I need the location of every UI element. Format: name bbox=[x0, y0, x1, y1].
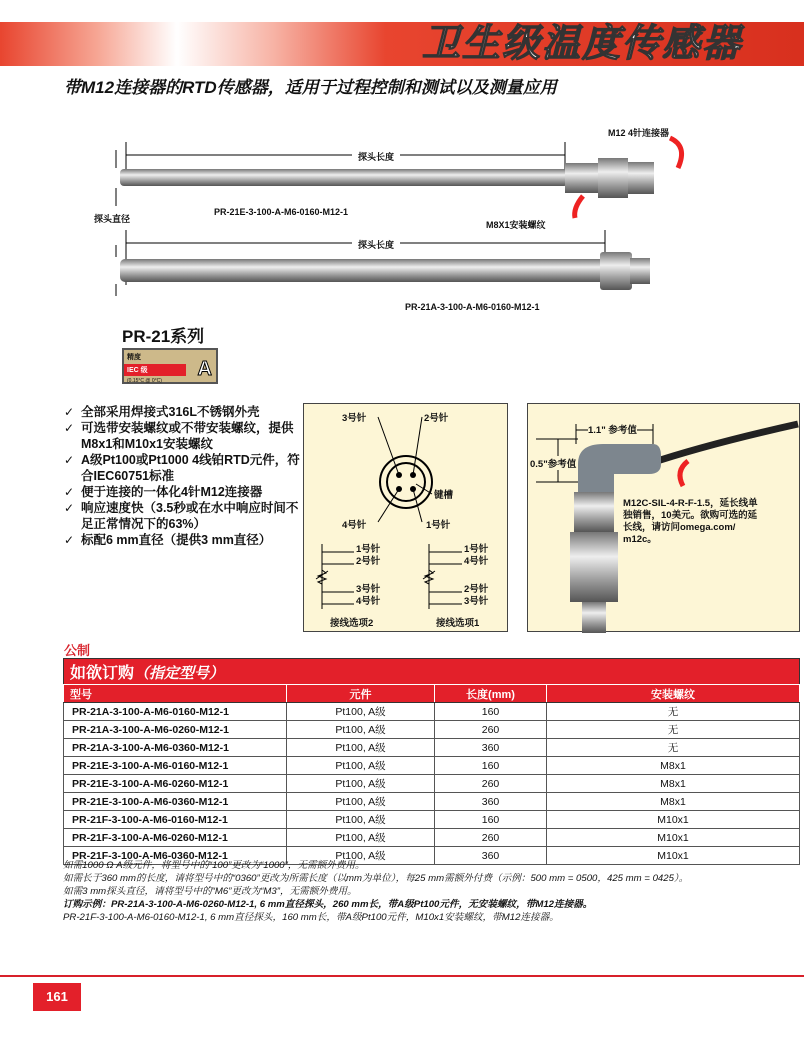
table-cell: 160 bbox=[435, 811, 547, 829]
table-cell: Pt100, A级 bbox=[287, 703, 435, 721]
column-header: 元件 bbox=[287, 685, 435, 703]
column-header: 型号 bbox=[64, 685, 287, 703]
table-title: 如欲订购（指定型号） bbox=[64, 659, 800, 685]
table-cell: PR-21F-3-100-A-M6-0360-M12-1 bbox=[64, 847, 287, 865]
badge-line3: (0.15°C @ 0°C) bbox=[127, 378, 162, 384]
feature-item: ✓ 标配6 mm直径（提供3 mm直径） bbox=[64, 532, 304, 548]
series-title: PR-21系列 bbox=[122, 327, 205, 346]
page-number: 161 bbox=[33, 983, 81, 1011]
table-cell: 无 bbox=[547, 739, 800, 757]
opt2-pin: 1号针 bbox=[356, 544, 381, 555]
table-cell: M10x1 bbox=[547, 811, 800, 829]
table-cell: 无 bbox=[547, 721, 800, 739]
table-cell: Pt100, A级 bbox=[287, 811, 435, 829]
table-header-row bbox=[64, 685, 800, 703]
table-cell: 360 bbox=[435, 739, 547, 757]
table-cell: Pt100, A级 bbox=[287, 739, 435, 757]
ordering-notes bbox=[63, 859, 803, 924]
table-row bbox=[64, 739, 800, 757]
table-row bbox=[64, 829, 800, 847]
wiring-diagram bbox=[303, 403, 508, 632]
subtitle: 带M12连接器的RTD传感器，适用于过程控制和测试以及测量应用 bbox=[64, 78, 557, 97]
table-cell: PR-21E-3-100-A-M6-0260-M12-1 bbox=[64, 775, 287, 793]
table-row bbox=[64, 775, 800, 793]
thread-label: M8X1安装螺纹 bbox=[486, 220, 546, 230]
table-cell: M8x1 bbox=[547, 793, 800, 811]
table-row bbox=[64, 703, 800, 721]
wiring-option1-label: 接线选项1 bbox=[436, 618, 480, 629]
probe1-length-label: 探头长度 bbox=[352, 150, 400, 163]
probe1-model: PR-21E-3-100-A-M6-0160-M12-1 bbox=[214, 207, 349, 217]
table-cell: Pt100, A级 bbox=[287, 721, 435, 739]
arrow-icon bbox=[680, 461, 688, 486]
arrow-icon bbox=[575, 196, 583, 218]
page-title: 卫生级温度传感器 bbox=[421, 23, 742, 65]
opt1-pin: 1号针 bbox=[464, 544, 489, 555]
table-cell: 无 bbox=[547, 703, 800, 721]
cable-caption: M12C-SIL-4-R-F-1.5，延长线单独销售，10美元。欲购可选的延长线，请访问omega.com/ m12c。 bbox=[623, 498, 758, 545]
probe2-length-label: 探头长度 bbox=[352, 238, 400, 251]
table-row bbox=[64, 757, 800, 775]
ordering-example: 订购示例：PR-21A-3-100-A-M6-0260-M12-1, 6 mm直径探头，260 mm长，带A级Pt100元件，无安装螺纹，带M12连接器。 bbox=[63, 899, 593, 910]
badge-line2: IEC 级 bbox=[124, 364, 186, 376]
table-cell: Pt100, A级 bbox=[287, 847, 435, 865]
opt2-pin: 2号针 bbox=[356, 556, 381, 567]
note: 如需3 mm探头直径，请将型号中的“M6”更改为“M3”，无需额外费用。 bbox=[63, 886, 357, 897]
column-header: 长度(mm) bbox=[435, 685, 547, 703]
table-cell: 260 bbox=[435, 721, 547, 739]
probe2-rod bbox=[120, 259, 605, 282]
feature-item: ✓ 便于连接的一体化4针M12连接器 bbox=[64, 484, 304, 500]
table-row bbox=[64, 811, 800, 829]
note: 如需长于360 mm的长度，请将型号中的“0360”更改为所需长度（以mm为单位），每25 mm需额外付费（示例：500 mm = 0500，425 mm = 0425）。 bbox=[63, 873, 689, 884]
table-cell: PR-21E-3-100-A-M6-0160-M12-1 bbox=[64, 757, 287, 775]
width-dimension-label: 1.1" 参考值 bbox=[588, 422, 637, 436]
pin4-label: 4号针 bbox=[342, 520, 367, 531]
note: 如需1000 Ω A级元件，将型号中的“100”更改为“1000”，无需额外费用。 bbox=[63, 860, 365, 871]
table-cell: M10x1 bbox=[547, 847, 800, 865]
arrow-icon bbox=[670, 138, 682, 168]
table-cell: PR-21F-3-100-A-M6-0260-M12-1 bbox=[64, 829, 287, 847]
accuracy-badge bbox=[122, 348, 218, 384]
opt2-pin: 3号针 bbox=[356, 584, 381, 595]
table-row bbox=[64, 793, 800, 811]
cable-photo-panel bbox=[527, 403, 800, 632]
table-cell: 360 bbox=[435, 793, 547, 811]
feature-item: ✓ 可选带安装螺纹或不带安装螺纹，提供M8x1和M10x1安装螺纹 bbox=[64, 420, 304, 452]
table-cell: 360 bbox=[435, 847, 547, 865]
footer-rule bbox=[0, 975, 804, 977]
opt1-pin: 4号针 bbox=[464, 556, 489, 567]
probe2-model: PR-21A-3-100-A-M6-0160-M12-1 bbox=[405, 302, 540, 312]
badge-grade: A bbox=[197, 358, 212, 380]
table-cell: 160 bbox=[435, 703, 547, 721]
table-cell: PR-21E-3-100-A-M6-0360-M12-1 bbox=[64, 793, 287, 811]
table-cell: Pt100, A级 bbox=[287, 775, 435, 793]
table-cell: PR-21F-3-100-A-M6-0160-M12-1 bbox=[64, 811, 287, 829]
feature-item: ✓ A级Pt100或Pt1000 4线铂RTD元件，符合IEC60751标准 bbox=[64, 452, 304, 484]
badge-line1: 精度 bbox=[127, 354, 141, 361]
wiring-option2-label: 接线选项2 bbox=[330, 618, 374, 629]
table-cell: Pt100, A级 bbox=[287, 757, 435, 775]
feature-item: ✓ 全部采用焊接式316L不锈钢外壳 bbox=[64, 404, 304, 420]
connector-label: M12 4针连接器 bbox=[608, 128, 670, 138]
metric-label: 公制 bbox=[64, 643, 91, 658]
table-cell: Pt100, A级 bbox=[287, 829, 435, 847]
height-dimension-label: 0.5"参考值 bbox=[530, 456, 576, 470]
table-cell: PR-21A-3-100-A-M6-0260-M12-1 bbox=[64, 721, 287, 739]
ordering-example: PR-21F-3-100-A-M6-0160-M12-1, 6 mm直径探头，160 mm长，带A级Pt100元件，M10x1安装螺纹，带M12连接器。 bbox=[63, 912, 559, 923]
opt1-pin: 2号针 bbox=[464, 584, 489, 595]
table-cell: M10x1 bbox=[547, 829, 800, 847]
table-cell: 260 bbox=[435, 775, 547, 793]
pin2-label: 2号针 bbox=[424, 413, 449, 424]
ordering-table bbox=[63, 658, 800, 865]
table-cell: M8x1 bbox=[547, 775, 800, 793]
opt1-pin: 3号针 bbox=[464, 596, 489, 607]
table-cell: PR-21A-3-100-A-M6-0160-M12-1 bbox=[64, 703, 287, 721]
probe1-diameter-label: 探头直径 bbox=[94, 214, 131, 224]
table-cell: 260 bbox=[435, 829, 547, 847]
keyway-label: 键槽 bbox=[434, 490, 454, 501]
probe1-rod bbox=[120, 169, 568, 186]
pin1-label: 1号针 bbox=[426, 520, 451, 531]
table-cell: Pt100, A级 bbox=[287, 793, 435, 811]
pin3-label: 3号针 bbox=[342, 413, 367, 424]
table-cell: M8x1 bbox=[547, 757, 800, 775]
table-cell: 160 bbox=[435, 757, 547, 775]
feature-list bbox=[64, 404, 304, 548]
opt2-pin: 4号针 bbox=[356, 596, 381, 607]
column-header: 安装螺纹 bbox=[547, 685, 800, 703]
feature-item: ✓ 响应速度快（3.5秒或在水中响应时间不足正常情况下的63%） bbox=[64, 500, 304, 532]
table-row bbox=[64, 721, 800, 739]
table-cell: PR-21A-3-100-A-M6-0360-M12-1 bbox=[64, 739, 287, 757]
